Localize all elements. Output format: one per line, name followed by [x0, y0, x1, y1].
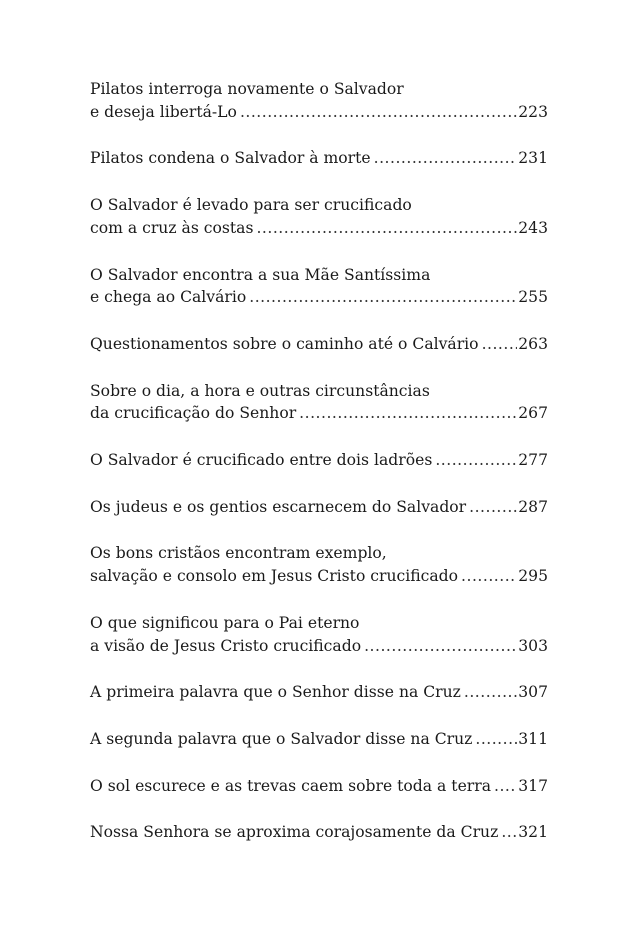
dot-leader [494, 775, 517, 798]
dot-leader [435, 449, 517, 472]
toc-page-number: 287 [518, 497, 548, 516]
toc-entry-line [90, 78, 548, 101]
toc-entry [90, 496, 548, 519]
toc-page-number: 223 [518, 102, 548, 121]
toc-entry-line [90, 612, 548, 635]
toc-entry-title: O Salvador encontra a sua Mãe Santíssima [90, 265, 431, 284]
toc-entry-title: Nossa Senhora se aproxima corajosamente da Cruz [90, 823, 499, 842]
toc-entry-line [90, 264, 548, 287]
dot-leader [240, 101, 517, 124]
toc-entry-line [90, 542, 548, 565]
toc-entry-title: O sol escurece e as trevas caem sobre toda a terra [90, 776, 491, 795]
toc-entry [90, 78, 548, 123]
toc-page-number: 243 [518, 218, 548, 237]
toc-page-number: 231 [518, 149, 548, 168]
toc-entry [90, 147, 548, 170]
table-of-contents [90, 78, 548, 868]
toc-entry [90, 612, 548, 657]
toc-page-number: 263 [518, 334, 548, 353]
toc-page-number: 321 [518, 823, 548, 842]
toc-entry-line [90, 147, 548, 170]
toc-entry-title: Pilatos interroga novamente o Salvador [90, 80, 404, 98]
toc-entry-line [90, 402, 548, 425]
toc-entry-line [90, 217, 548, 240]
toc-entry-title: Os judeus e os gentios escarnecem do Salvador [90, 497, 467, 516]
toc-entry-title: Pilatos condena o Salvador à morte [90, 149, 371, 168]
toc-entry [90, 333, 548, 356]
toc-entry-line [90, 449, 548, 472]
toc-entry-title: salvação e consolo em Jesus Cristo crucificado [90, 567, 459, 586]
dot-leader [464, 681, 517, 704]
toc-entry-line [90, 635, 548, 658]
toc-entry-line [90, 728, 548, 751]
toc-page-number: 303 [518, 636, 548, 655]
toc-entry-title: A segunda palavra que o Salvador disse na Cruz [90, 729, 473, 748]
toc-page-number: 317 [518, 776, 548, 795]
toc-entry-title: O que significou para o Pai eterno [90, 613, 360, 632]
toc-entry [90, 449, 548, 472]
toc-entry-line [90, 821, 548, 844]
toc-entry-title: A primeira palavra que o Senhor disse na Cruz [90, 683, 461, 702]
dot-leader [469, 496, 517, 519]
dot-leader [501, 821, 517, 844]
toc-entry [90, 728, 548, 751]
dot-leader [299, 402, 517, 425]
toc-entry [90, 681, 548, 704]
toc-page-number: 311 [518, 729, 548, 748]
dot-leader [364, 635, 517, 658]
dot-leader [461, 565, 517, 588]
toc-page-number: 267 [518, 404, 548, 423]
toc-entry-title: Sobre o dia, a hora e outras circunstâncias [90, 381, 430, 400]
toc-entry [90, 380, 548, 425]
toc-entry [90, 264, 548, 309]
toc-entry [90, 194, 548, 239]
toc-entry-title: Os bons cristãos encontram exemplo, [90, 544, 387, 563]
dot-leader [482, 333, 518, 356]
toc-entry-title: O Salvador é levado para ser crucificado [90, 196, 412, 215]
toc-entry-line [90, 565, 548, 588]
toc-entry [90, 775, 548, 798]
toc-entry-line [90, 286, 548, 309]
toc-entry-title: a visão de Jesus Cristo crucificado [90, 636, 362, 655]
dot-leader [256, 217, 517, 240]
toc-entry-line [90, 496, 548, 519]
toc-entry-title: O Salvador é crucificado entre dois ladrões [90, 451, 433, 470]
toc-entry-line [90, 380, 548, 403]
dot-leader [249, 286, 517, 309]
toc-page-number: 295 [518, 567, 548, 586]
toc-entry-title: Questionamentos sobre o caminho até o Calvário [90, 334, 479, 353]
toc-page-number: 255 [518, 288, 548, 307]
toc-entry-line [90, 681, 548, 704]
toc-entry-line [90, 333, 548, 356]
dot-leader [374, 147, 518, 170]
toc-entry [90, 542, 548, 587]
toc-entry-title: da crucificação do Senhor [90, 404, 297, 423]
toc-entry [90, 821, 548, 844]
toc-entry-title: e chega ao Calvário [90, 288, 247, 307]
toc-page-number: 277 [518, 451, 548, 470]
toc-entry-title: com a cruz às costas [90, 218, 254, 237]
dot-leader [475, 728, 517, 751]
toc-entry-title: e deseja libertá-Lo [90, 102, 237, 121]
toc-entry-line [90, 194, 548, 217]
toc-entry-line [90, 101, 548, 124]
toc-page-number: 307 [518, 683, 548, 702]
toc-entry-line [90, 775, 548, 798]
